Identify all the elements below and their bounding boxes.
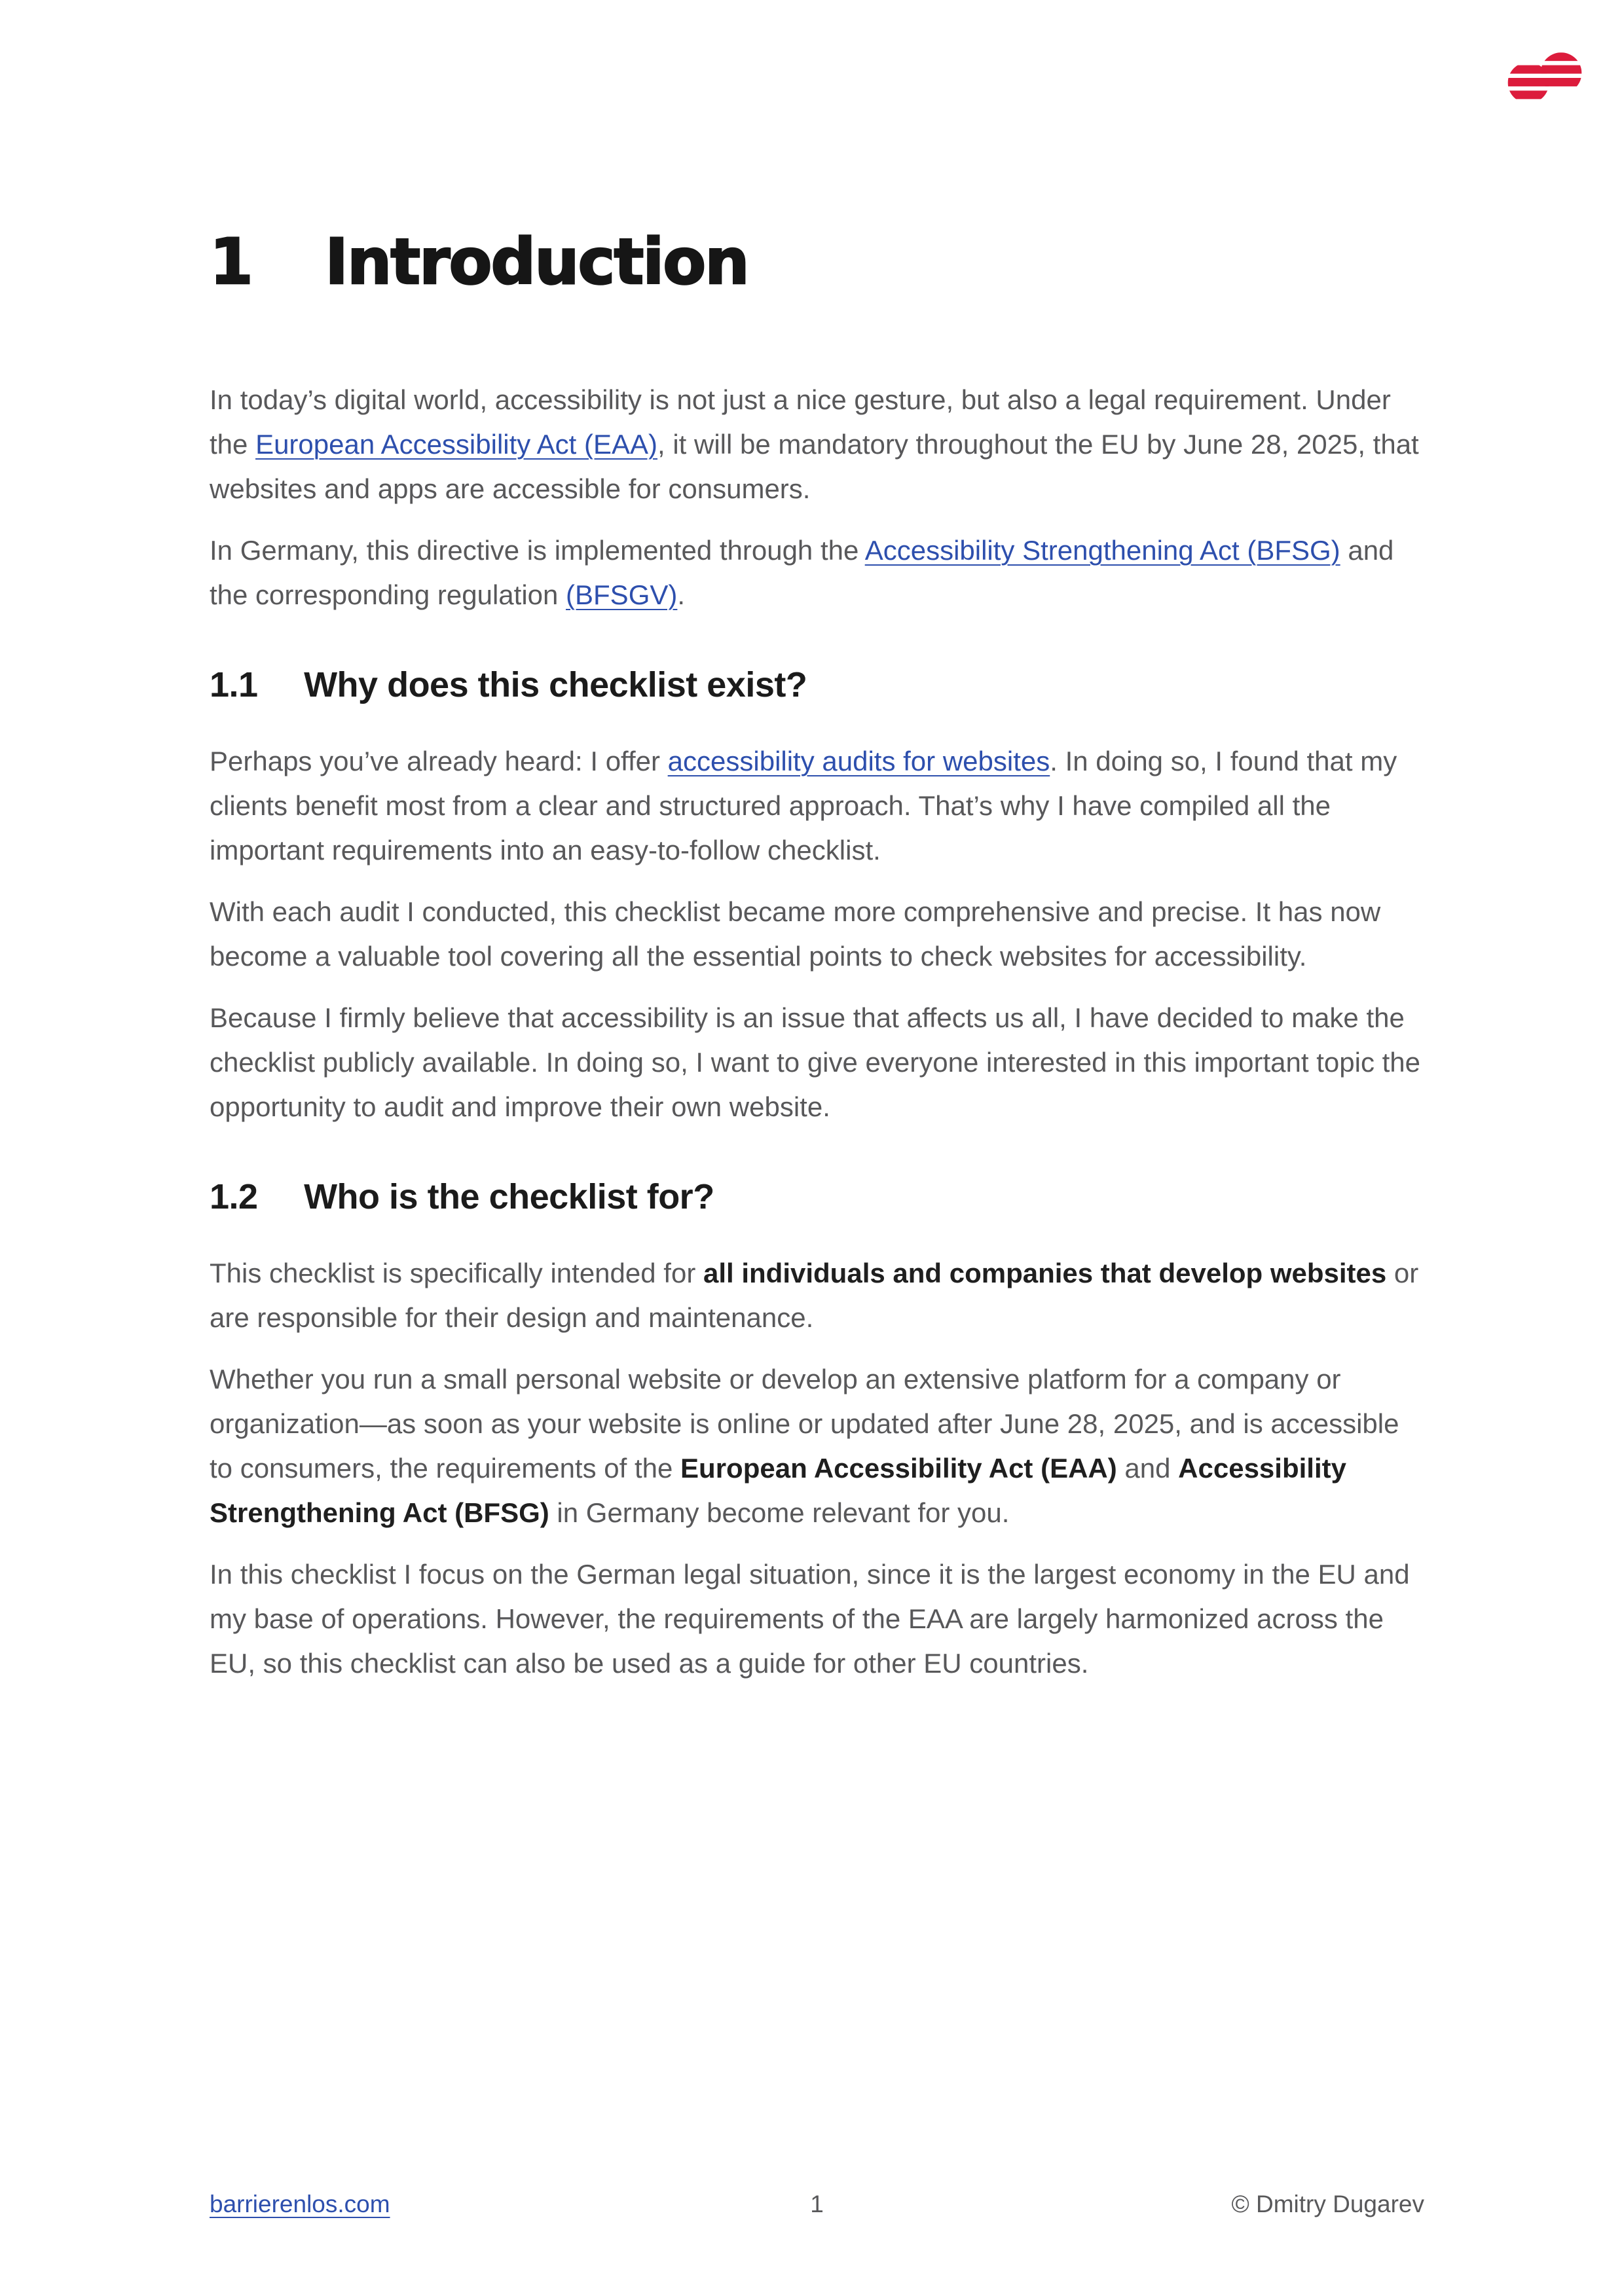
footer-website-link[interactable]: barrierenlos.com	[210, 2191, 390, 2217]
text-run: Because I firmly believe that accessibility is an issue that affects us all, I have decided to make the checklist publicly available. In doing so, I want to give everyone interested in this important topic the opportunity to audit and improve their own website.	[210, 1002, 1421, 1122]
bold-text: all individuals and companies that develop websites	[703, 1257, 1387, 1288]
document-content	[210, 0, 1422, 1703]
text-run: .	[677, 579, 686, 610]
chapter-title: Introduction	[325, 225, 748, 299]
chapter-number: 1	[210, 225, 252, 299]
bold-text: European Accessibility Act (EAA)	[680, 1452, 1117, 1484]
bold-text: Accessibility Strengthening Act (BFSG)	[210, 1452, 1346, 1528]
paragraph-why-1	[210, 739, 1422, 873]
text-run: Whether you run a small personal website or develop an extensive platform for a company or organization—as soon as your website is online or updated after June 28, 2025, and is accessible to consumers, the requirements of the	[210, 1363, 1399, 1484]
section-heading-1-1	[210, 665, 1422, 705]
text-run: , it will be mandatory throughout the EU by June 28, 2025, that websites and apps are accessible for consumers.	[210, 428, 1419, 504]
text-run: With each audit I conducted, this checklist became more comprehensive and precise. It has now become a valuable tool covering all the essential points to check websites for accessibility.	[210, 896, 1381, 972]
text-run: In this checklist I focus on the German legal situation, since it is the largest economy in the EU and my base of operations. However, the requirements of the EAA are largely harmonized across the EU, so this checklist can also be used as a guide for other EU countries.	[210, 1558, 1410, 1679]
section-number: 1.2	[210, 1176, 258, 1216]
link-accessibility-audits[interactable]: accessibility audits for websites	[667, 745, 1050, 776]
text-run: and	[1116, 1452, 1179, 1484]
paragraph-why-3	[210, 996, 1422, 1129]
section-number: 1.1	[210, 665, 258, 704]
paragraph-intro-1	[210, 378, 1422, 511]
text-run: or are responsible for their design and maintenance.	[210, 1257, 1419, 1333]
paragraph-who-2	[210, 1357, 1422, 1535]
copyright-text: © Dmitry Dugarev	[1231, 2191, 1424, 2217]
link-european-accessibility-act[interactable]: European Accessibility Act (EAA)	[255, 428, 658, 460]
page-footer	[210, 2191, 1424, 2218]
page-number: 1	[810, 2191, 824, 2217]
text-run: and the corresponding regulation	[210, 534, 1394, 610]
text-run: . In doing so, I found that my clients benefit most from a clear and structured approach. That’s why I have compiled all the important requirements into an easy-to-follow checklist.	[210, 745, 1397, 866]
chapter-heading	[210, 225, 1422, 299]
text-run: Perhaps you’ve already heard: I offer	[210, 745, 668, 776]
text-run: in Germany become relevant for you.	[549, 1497, 1010, 1528]
section-title: Who is the checklist for?	[304, 1176, 714, 1216]
paragraph-intro-2	[210, 528, 1422, 617]
paragraph-why-2	[210, 890, 1422, 979]
text-run: In today’s digital world, accessibility is not just a nice gesture, but also a legal requirement. Under the	[210, 384, 1391, 460]
text-run: This checklist is specifically intended for	[210, 1257, 703, 1288]
section-title: Why does this checklist exist?	[304, 665, 807, 704]
paragraph-who-1	[210, 1251, 1422, 1340]
text-run: In Germany, this directive is implemented through the	[210, 534, 865, 566]
link-bfsg[interactable]: Accessibility Strengthening Act (BFSG)	[864, 534, 1340, 566]
paragraph-who-3	[210, 1552, 1422, 1686]
brand-logo-icon	[1505, 52, 1585, 103]
link-bfsgv[interactable]: (BFSGV)	[566, 579, 678, 610]
section-heading-1-2	[210, 1176, 1422, 1217]
